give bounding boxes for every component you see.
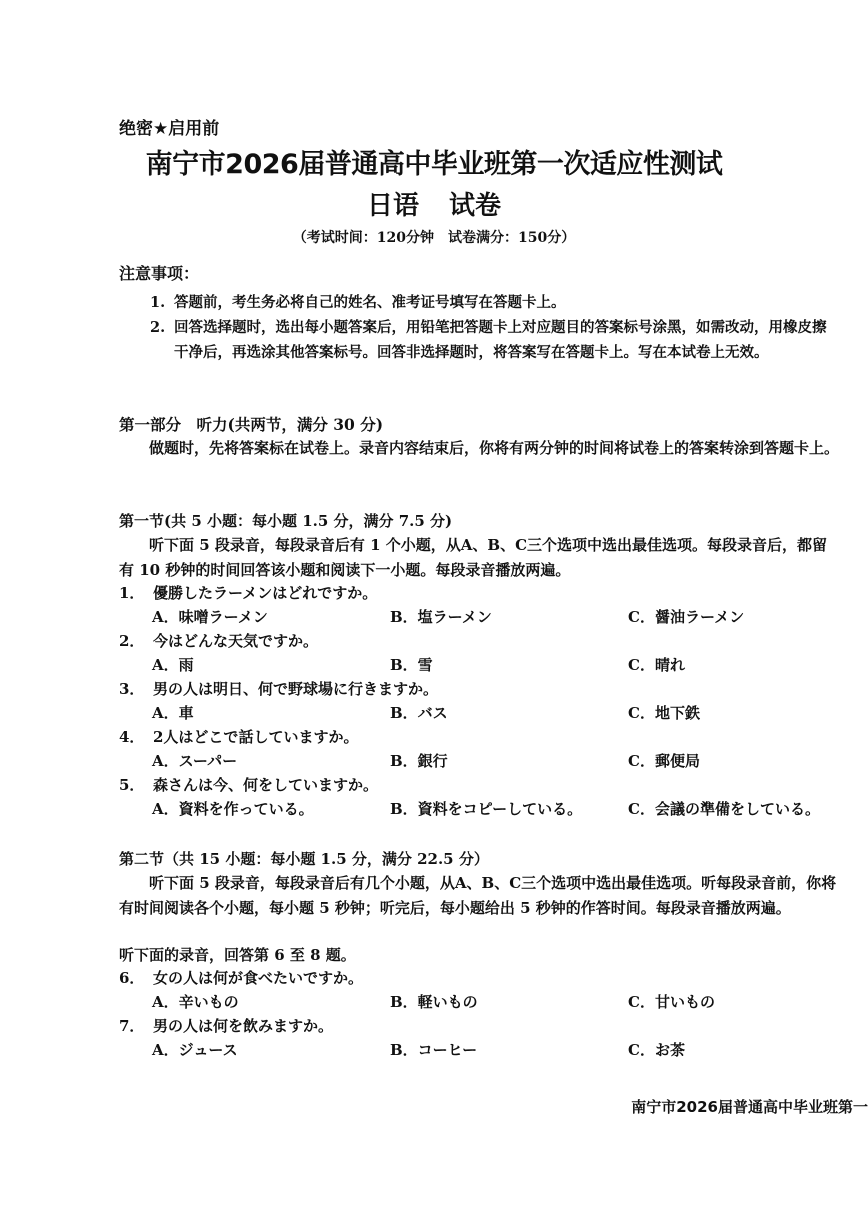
question-text: 2人はどこで話していますか。 xyxy=(153,728,359,746)
option-a: A．ジュース xyxy=(152,1041,238,1059)
question-text: 男の人は明日、何で野球場に行きますか。 xyxy=(153,680,439,698)
option-b: B．塩ラーメン xyxy=(390,608,492,626)
option-a: A．スーパー xyxy=(152,752,238,770)
option-a: A．味噌ラーメン xyxy=(152,608,268,626)
option-a: A．資料を作っている。 xyxy=(152,800,314,818)
option-c: C．お茶 xyxy=(628,1041,685,1059)
option-b: B．雪 xyxy=(390,656,433,674)
question-text: 優勝したラーメンはどれですか。 xyxy=(153,584,378,602)
question-5 xyxy=(119,774,378,795)
question-number: 7． xyxy=(119,1017,145,1035)
notice-item xyxy=(150,315,840,365)
question-2 xyxy=(119,630,318,651)
option-a: A．辛いもの xyxy=(152,993,239,1011)
paper-label: 试卷 xyxy=(449,191,502,221)
question-number: 5． xyxy=(119,776,145,794)
exam-subtitle xyxy=(0,185,868,222)
notice-item-number: 1. xyxy=(150,294,166,311)
section2-instruction: 听下面的录音，回答第 6 至 8 题。 xyxy=(119,946,356,964)
option-a: A．車 xyxy=(152,704,194,722)
option-c: C．醤油ラーメン xyxy=(628,608,745,626)
time-info: （考试时间：120分钟 试卷满分：150分） xyxy=(292,230,576,246)
question-text: 女の人は何が食べたいですか。 xyxy=(153,969,364,987)
part1-intro: 做题时，先将答案标在试卷上。录音内容结束后，你将有两分钟的时间将试卷上的答案转涂到答题卡上。 xyxy=(149,439,840,457)
question-4 xyxy=(119,726,358,747)
option-c: C．甘いもの xyxy=(628,993,715,1011)
section1-heading: 第一节(共 5 小题：每小题 1.5 分，满分 7.5 分) xyxy=(119,512,453,530)
section2-intro: 听下面 5 段录音，每段录音后有几个小题，从A、B、C三个选项中选出最佳选项。听每段录音前，你将有时间阅读各个小题，每小题 5 秒钟；听完后，每小题给出 5 秒钟的作答时间。每段录音播放两遍。 xyxy=(119,874,837,917)
exam-title: 南宁市2026届普通高中毕业班第一次适应性测试 xyxy=(145,149,723,180)
option-b: B．銀行 xyxy=(390,752,448,770)
option-a: A．雨 xyxy=(152,656,194,674)
notice-list xyxy=(150,290,840,365)
confidential-label: 绝密★启用前 xyxy=(119,119,220,139)
option-b: B．資料をコピーしている。 xyxy=(390,800,583,818)
part1-heading: 第一部分 听力(共两节，满分 30 分) xyxy=(119,415,384,434)
option-c: C．晴れ xyxy=(628,656,685,674)
notice-item-number: 2. xyxy=(150,319,166,336)
subject-label: 日语 xyxy=(366,191,419,221)
question-text: 男の人は何を飲みますか。 xyxy=(153,1017,334,1035)
option-b: B．バス xyxy=(390,704,448,722)
question-text: 森さんは今、何をしていますか。 xyxy=(153,776,379,794)
question-1 xyxy=(119,582,377,603)
section2-heading: 第二节（共 15 小题：每小题 1.5 分，满分 22.5 分） xyxy=(119,850,489,868)
notice-item-text: 答题前，考生务必将自己的姓名、准考证号填写在答题卡上。 xyxy=(174,294,566,311)
option-c: C．郵便局 xyxy=(628,752,700,770)
notice-item-text: 回答选择题时，选出每小题答案后，用铅笔把答题卡上对应题目的答案标号涂黑，如需改动，用橡皮擦干净后，再选涂其他答案标号。回答非选择题时，将答案写在答题卡上。写在本试卷上无效。 xyxy=(174,319,827,361)
option-b: B．コーヒー xyxy=(390,1041,478,1059)
section1-intro: 听下面 5 段录音，每段录音后有 1 个小题，从A、B、C三个选项中选出最佳选项。每段录音后，都留有 10 秒钟的时间回答该小题和阅读下一小题。每段录音播放两遍。 xyxy=(119,536,828,579)
question-number: 1． xyxy=(119,584,145,602)
option-b: B．軽いもの xyxy=(390,993,478,1011)
option-c: C．会議の準備をしている。 xyxy=(628,800,820,818)
question-text: 今はどんな天気ですか。 xyxy=(153,632,319,650)
notice-item xyxy=(150,290,840,315)
question-number: 2． xyxy=(119,632,145,650)
page-footer: 南宁市2026届普通高中毕业班第一 xyxy=(631,1098,868,1116)
notice-heading: 注意事项： xyxy=(119,264,200,283)
question-number: 3． xyxy=(119,680,145,698)
question-3 xyxy=(119,678,438,699)
question-number: 6． xyxy=(119,969,145,987)
question-7 xyxy=(119,1015,333,1036)
option-c: C．地下鉄 xyxy=(628,704,700,722)
question-6 xyxy=(119,967,363,988)
question-number: 4． xyxy=(119,728,145,746)
